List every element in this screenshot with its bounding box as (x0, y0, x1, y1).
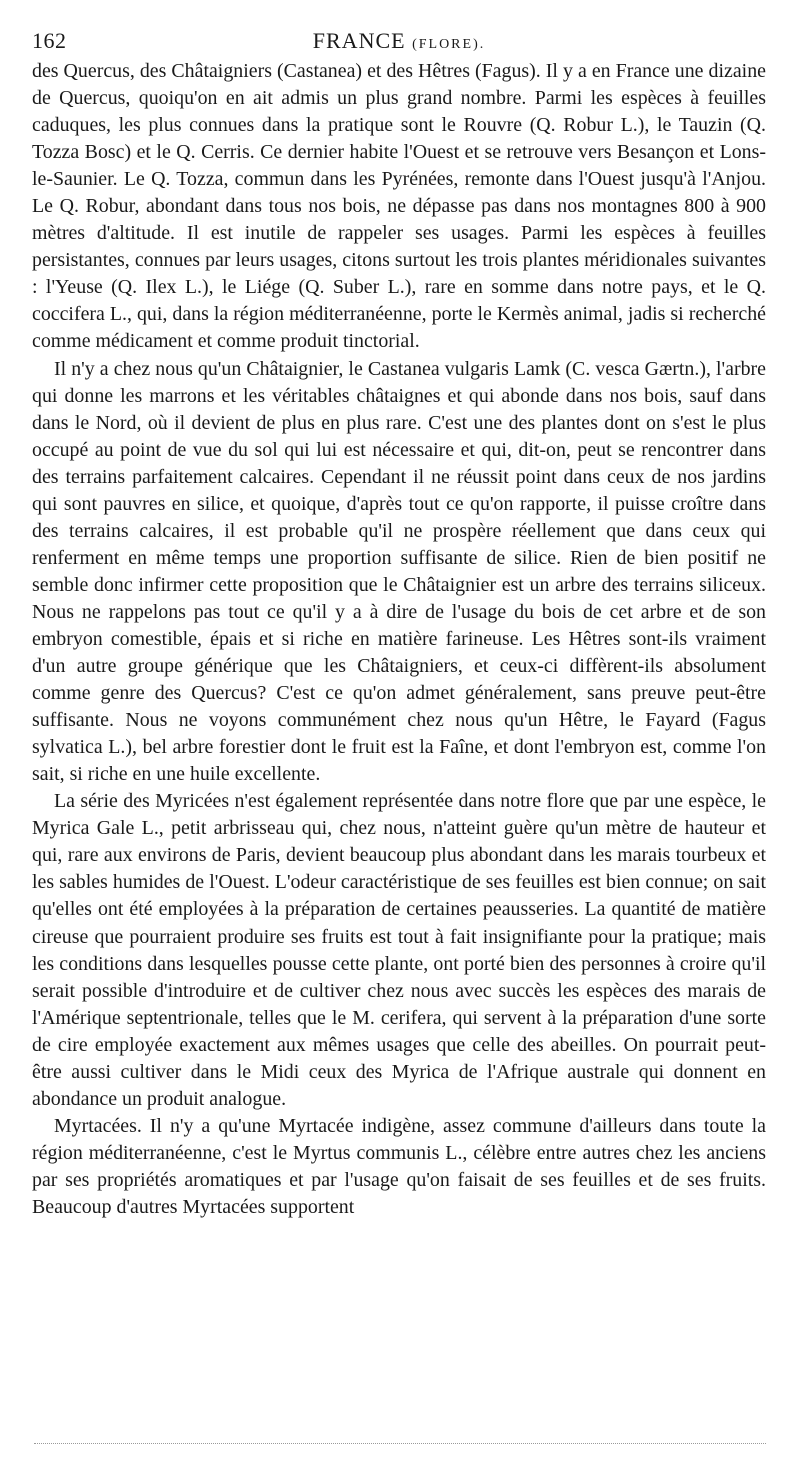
paragraph-quercus: des Quercus, des Châtaigniers (Castanea) et des Hêtres (Fagus). Il y a en France une dizaine de Quercus, quoiqu'on en ait admis un plus grand nombre. Parmi les espèces à feuilles caduques, les plus connues dans la pratique sont le Rouvre (Q. Robur L.), le Tauzin (Q. Tozza Bosc) et le Q. Cerris. Ce dernier habite l'Ouest et se retrouve vers Besançon et Lons-le-Saunier. Le Q. Tozza, commun dans les Pyrénées, remonte dans l'Ouest jusqu'à l'Anjou. Le Q. Robur, abondant dans tous nos bois, ne dépasse pas dans nos montagnes 800 à 900 mètres d'altitude. Il est inutile de rappeler ses usages. Parmi les espèces à feuilles persistantes, connues par leurs usages, citons surtout les trois plantes méridionales suivantes : l'Yeuse (Q. Ilex L.), le Liége (Q. Suber L.), rare en somme dans notre pays, et le Q. coccifera L., qui, dans la région méditerranéenne, porte le Kermès animal, jadis si recherché comme médicament et comme produit tinctorial. (32, 60, 766, 353)
footer-rule (34, 1443, 766, 1444)
running-head (32, 28, 766, 54)
running-head-subtitle: (FLORE). (412, 37, 486, 52)
body-text (32, 58, 766, 1221)
paragraph-myrtacees: Myrtacées. Il n'y a qu'une Myrtacée indigène, assez commune d'ailleurs dans toute la région méditerranéenne, c'est le Myrtus communis L., célèbre entre autres chez les anciens par ses propriétés aromatiques et par l'usage qu'on faisait de ses feuilles et de ses fruits. Beaucoup d'autres Myrtacées supportent (32, 1114, 766, 1218)
page-number: 162 (32, 28, 67, 53)
paragraph-castanea: Il n'y a chez nous qu'un Châtaignier, le Castanea vulgaris Lamk (C. vesca Gærtn.), l'arbre qui donne les marrons et les véritables châtaignes et qui abonde dans nos bois, sauf dans dans le Nord, où il devient de plus en plus rare. C'est une des plantes dont on s'est le plus occupé au point de vue du sol qui lui est nécessaire et qui, dit-on, peut se rencontrer dans des terrains parfaitement calcaires. Cependant il ne réussit point dans ceux de nos jardins qui sont pauvres en silice, et quoique, d'après tout ce qu'on rapporte, il puisse croître dans des terrains calcaires, il est probable qu'il ne prospère réellement que dans ceux qui renferment en même temps une proportion suffisante de silice. Rien de bien positif ne semble donc infirmer cette proposition que le Châtaignier est un arbre des terrains siliceux. Nous ne rappelons pas tout ce qu'il y a à dire de l'usage du bois de cet arbre et de son embryon comestible, épais et si riche en matière farineuse. Les Hêtres sont-ils vraiment d'un autre groupe générique que les Châtaigniers, et ceux-ci diffèrent-ils absolument comme genre des Quercus? C'est ce qu'on admet généralement, sans preuve peut-être suffisante. Nous ne voyons communément chez nous qu'un Hêtre, le Fayard (Fagus sylvatica L.), bel arbre forestier dont le fruit est la Faîne, et dont l'embryon est, comme l'on sait, si riche en une huile excellente. (32, 357, 766, 786)
paragraph-myricees: La série des Myricées n'est également représentée dans notre flore que par une espèce, le Myrica Gale L., petit arbrisseau qui, chez nous, n'atteint guère qu'un mètre de hauteur et qui, rare aux environs de Paris, devient beaucoup plus abondant dans les marais tourbeux et les sables humides de l'Ouest. L'odeur caractéristique de ses feuilles est bien connue; on sait qu'elles ont été employées à la préparation de certaines peausseries. La quantité de matière cireuse que pourraient produire ses fruits est tout à fait insignifiante pour la pratique; mais les conditions dans lesquelles pousse cette plante, ont porté bien des personnes à croire qu'il serait possible d'introduire et de cultiver chez nous avec succès les espèces des marais de l'Amérique septentrionale, telles que le M. cerifera, qui servent à la préparation d'une sorte de cire employée exactement aux mêmes usages que celle des abeilles. On pourrait peut-être aussi cultiver dans le Midi ceux des Myrica de l'Afrique australe qui donnent en abondance un produit analogue. (32, 790, 766, 1110)
book-page (32, 24, 766, 1221)
running-head-title: FRANCE (312, 28, 406, 53)
page-header (32, 24, 766, 58)
